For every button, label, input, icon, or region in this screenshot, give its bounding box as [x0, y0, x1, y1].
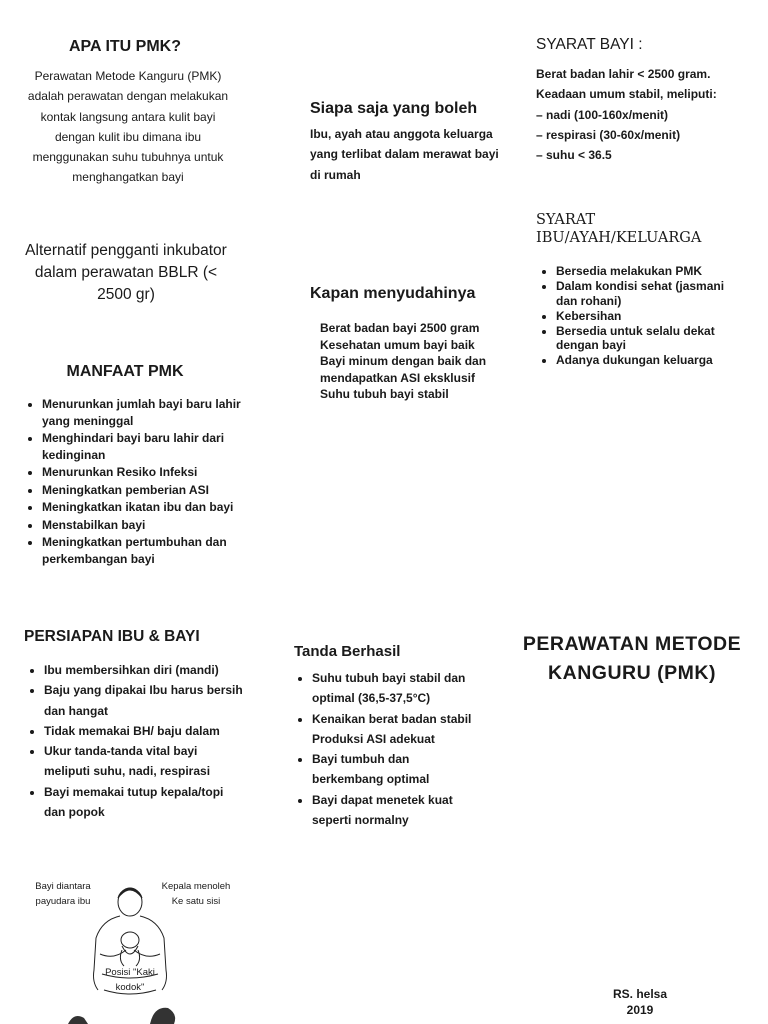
illustration-label-right: Kepala menoleh Ke satu sisi [161, 881, 231, 907]
list-item: • Menurunkan Resiko Infeksi [42, 464, 242, 481]
pmk-alternative-text: Alternatif pengganti inkubator dalam perawatan BBLR (< 2500 gr) [25, 242, 227, 303]
list-item: • Kebersihan [556, 309, 746, 324]
section-title-syarat-keluarga: SYARAT IBU/AYAH/KELUARGA [536, 212, 702, 246]
siapa-text: Ibu, ayah atau anggota keluarga yang terlibat dalam merawat bayi di rumah [310, 127, 499, 182]
list-item: • Bayi memakai tutup kepala/topi dan popok [44, 782, 244, 823]
list-item: • Meningkatkan ikatan ibu dan bayi [42, 499, 242, 516]
syarat-bayi-text [536, 64, 746, 165]
list-item: • Menurunkan jumlah bayi baru lahir yang meninggal [42, 396, 242, 429]
persiapan-list [26, 660, 244, 822]
kapan-line: Kesehatan umum bayi baik [320, 337, 475, 352]
section-title-persiapan: PERSIAPAN IBU & BAYI [24, 628, 200, 645]
list-item: • Tidak memakai BH/ baju dalam [44, 721, 244, 741]
manfaat-list [24, 396, 242, 568]
list-item: • Bersedia untuk selalu dekat dengan bayi [556, 324, 746, 353]
hospital-name: RS. helsa [612, 987, 668, 1001]
list-item: • Kenaikan berat badan stabil Produksi ASI adekuat [312, 709, 482, 750]
syarat-bayi-line: – nadi (100-160x/menit) [536, 107, 669, 122]
syarat-bayi-line: Keadaan umum stabil, meliputi: [536, 87, 717, 102]
list-item: • Adanya dukungan keluarga [556, 353, 746, 368]
section-title-kapan: Kapan menyudahinya [310, 285, 476, 302]
section-title-manfaat: MANFAAT PMK [66, 363, 184, 380]
list-item: • Ibu membersihkan diri (mandi) [44, 660, 244, 680]
syarat-bayi-line: – suhu < 36.5 [536, 148, 612, 163]
list-item: • Meningkatkan pemberian ASI [42, 482, 242, 499]
list-item: • Baju yang dipakai Ibu harus bersih dan hangat [44, 680, 244, 721]
cover-title: PERAWATAN METODE KANGURU (PMK) [522, 633, 742, 684]
cover-footer [590, 986, 690, 1018]
list-item: • Suhu tubuh bayi stabil dan optimal (36,5-37,5°C) [312, 668, 482, 709]
syarat-bayi-line: Berat badan lahir < 2500 gram. [536, 67, 711, 81]
year: 2019 [626, 1003, 654, 1017]
list-item: • Meningkatkan pertumbuhan dan perkembangan bayi [42, 534, 242, 567]
list-item: • Ukur tanda-tanda vital bayi meliputi suhu, nadi, respirasi [44, 741, 244, 782]
section-title-tanda-berhasil: Tanda Berhasil [294, 643, 401, 660]
section-title-siapa: Siapa saja yang boleh [310, 100, 478, 117]
section-title-syarat-bayi: SYARAT BAYI : [536, 36, 643, 53]
kapan-line: Berat badan bayi 2500 gram [320, 321, 480, 335]
list-item: • Menghindari bayi baru lahir dari kedinginan [42, 430, 242, 463]
list-item: • Bayi dapat menetek kuat seperti normalny [312, 790, 482, 831]
illustration-label-bottom: Posisi "Kaki kodok" [105, 967, 155, 993]
kapan-text [320, 320, 510, 403]
kapan-line: Suhu tubuh bayi stabil [320, 387, 449, 402]
kapan-line: Bayi minum dengan baik dan mendapatkan ASI eksklusif [320, 354, 487, 385]
pmk-definition: Perawatan Metode Kanguru (PMK) adalah perawatan dengan melakukan kontak langsung antara kulit bayi dengan kulit ibu dimana ibu menggunakan suhu tubuhnya untuk menghangatkan bayi [27, 69, 229, 185]
illustration-label-left: Bayi diantara payudara ibu [35, 881, 91, 907]
syarat-keluarga-list [538, 264, 746, 368]
tanda-berhasil-list [294, 668, 482, 830]
syarat-bayi-line: – respirasi (30-60x/menit) [536, 127, 681, 142]
list-item: • Bayi tumbuh dan berkembang optimal [312, 749, 482, 790]
list-item: • Menstabilkan bayi [42, 517, 242, 534]
section-title-apa-itu-pmk: APA ITU PMK? [69, 38, 181, 55]
list-item: • Dalam kondisi sehat (jasmani dan rohani) [556, 279, 746, 308]
list-item: • Bersedia melakukan PMK [556, 264, 746, 279]
